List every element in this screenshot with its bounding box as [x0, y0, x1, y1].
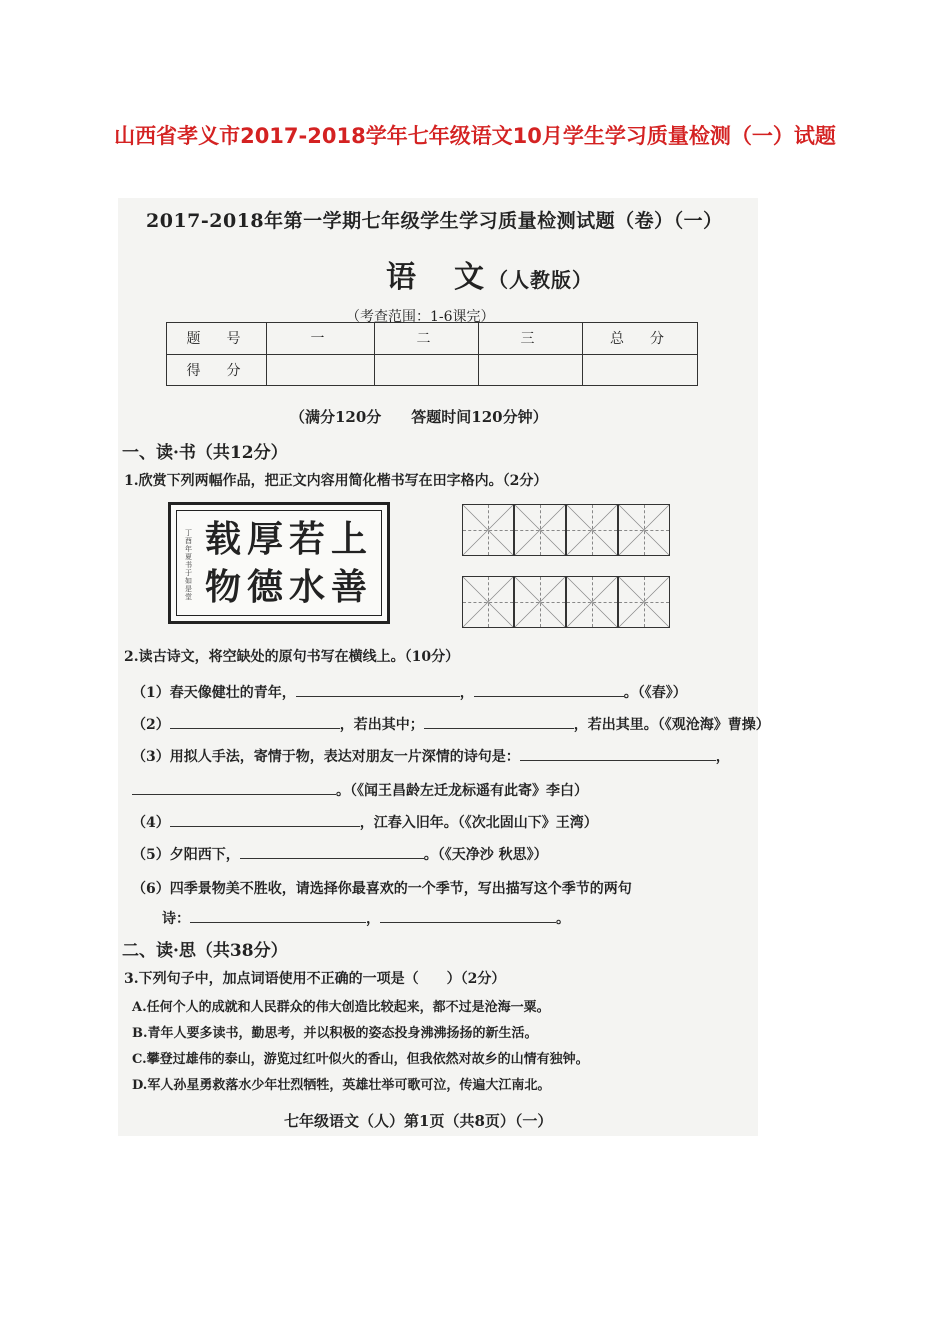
writing-grid-cell[interactable]	[618, 504, 670, 556]
section-1-title: 一、读·书（共12分）	[122, 443, 288, 463]
answer-blank[interactable]	[520, 747, 716, 761]
score-table-header-cell: 二	[375, 323, 479, 355]
writing-grid-cell[interactable]	[566, 504, 618, 556]
option-b[interactable]: B.青年人要多读书，勤思考，并以积极的姿态投身沸沸扬扬的新生活。	[132, 1026, 538, 1041]
full-score-note: （满分120分 答题时间120分钟）	[290, 408, 548, 426]
option-a[interactable]: A.任何个人的成就和人民群众的伟大创造比较起来，都不过是沧海一粟。	[132, 1000, 550, 1015]
page-title: 山西省孝义市2017-2018学年七年级语文10月学生学习质量检测（一）试题	[114, 124, 836, 148]
exam-header: 2017-2018年第一学期七年级学生学习质量检测试题（卷）（一）	[146, 210, 723, 232]
poem-item-5: （5）夕阳西下， 。（《天净沙 秋思》）	[132, 847, 548, 863]
answer-blank[interactable]	[170, 813, 360, 827]
score-cell[interactable]	[583, 354, 698, 386]
answer-blank[interactable]	[296, 683, 460, 697]
score-table	[166, 322, 698, 386]
score-cell[interactable]	[267, 354, 375, 386]
score-table-header-cell: 总 分	[583, 323, 698, 355]
edition-label: （人教版）	[488, 268, 593, 292]
writing-grid-cell[interactable]	[462, 576, 514, 628]
subject-title	[386, 252, 593, 296]
poem-item-3: （3）用拟人手法，寄情于物，表达对朋友一片深情的诗句是： ，	[132, 749, 730, 765]
poem-item-6-cont: 诗： ， 。	[162, 911, 570, 927]
answer-blank[interactable]	[240, 845, 424, 859]
answer-blank[interactable]	[474, 683, 624, 697]
subject-name: 语 文	[386, 260, 488, 295]
exam-scope: （考查范围：1-6课完）	[346, 309, 495, 325]
poem-item-6: （6）四季景物美不胜收，请选择你最喜欢的一个季节，写出描写这个季节的两句	[132, 881, 632, 897]
writing-grid-cell[interactable]	[514, 504, 566, 556]
answer-blank[interactable]	[190, 909, 366, 923]
calligraphy-seal: 丁酉年夏书于如是堂	[185, 529, 192, 601]
calligraphy-artwork	[168, 502, 390, 624]
score-table-header-cell: 一	[267, 323, 375, 355]
score-table-score-row	[167, 354, 698, 386]
option-d[interactable]: D.军人孙星勇救落水少年壮烈牺牲，英雄壮举可歌可泣，传遍大江南北。	[132, 1078, 551, 1093]
option-c[interactable]: C.攀登过雄伟的泰山，游览过红叶似火的香山，但我依然对故乡的山情有独钟。	[132, 1052, 589, 1067]
writing-grid-cell[interactable]	[462, 504, 514, 556]
score-table-header-row	[167, 323, 698, 355]
section-2-title: 二、读·思（共38分）	[122, 941, 288, 961]
score-table-header-cell: 题 号	[167, 323, 267, 355]
question-3: 3.下列句子中，加点词语使用不正确的一项是（ ）（2分）	[124, 971, 506, 987]
answer-blank[interactable]	[132, 781, 336, 795]
score-cell[interactable]	[479, 354, 583, 386]
score-cell[interactable]	[375, 354, 479, 386]
poem-item-1: （1）春天像健壮的青年， ， 。（《春》）	[132, 685, 687, 701]
score-row-label: 得 分	[167, 354, 267, 386]
poem-item-4: （4） ，江春入旧年。（《次北固山下》王湾）	[132, 815, 598, 831]
poem-item-3-cont: 。（《闻王昌龄左迁龙标遥有此寄》李白）	[132, 780, 588, 800]
scanned-exam-page	[118, 198, 770, 1136]
answer-blank[interactable]	[424, 715, 574, 729]
page-footer: 七年级语文（人）第1页（共8页）（一）	[284, 1112, 553, 1130]
calligraphy-line-1: 载厚若上	[205, 518, 374, 560]
answer-blank[interactable]	[380, 909, 556, 923]
question-2: 2.读古诗文，将空缺处的原句书写在横线上。（10分）	[124, 649, 460, 665]
score-table-header-cell: 三	[479, 323, 583, 355]
writing-grid-cell[interactable]	[618, 576, 670, 628]
question-1: 1.欣赏下列两幅作品，把正文内容用简化楷书写在田字格内。（2分）	[124, 473, 548, 489]
poem-item-2: （2） ，若出其中； ，若出其里。（《观沧海》曹操）	[132, 717, 770, 733]
writing-grid-cell[interactable]	[514, 576, 566, 628]
answer-blank[interactable]	[170, 715, 340, 729]
writing-grid-cell[interactable]	[566, 576, 618, 628]
calligraphy-line-2: 物德水善	[205, 566, 374, 608]
